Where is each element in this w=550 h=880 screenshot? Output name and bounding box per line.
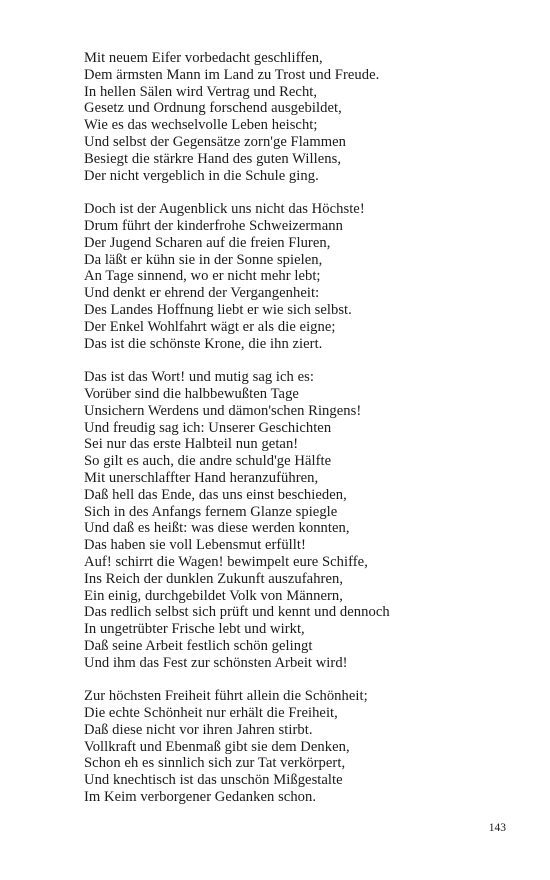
verse-line: Daß seine Arbeit festlich schön gelingt [84,637,313,654]
verse-line: Daß diese nicht vor ihren Jahren stirbt. [84,721,313,738]
verse-line: Mit neuem Eifer vorbedacht geschliffen, [84,50,323,66]
verse-line: Das redlich selbst sich prüft und kennt und dennoch [84,604,390,621]
verse-line: Vollkraft und Ebenmaß gibt sie dem Denken, [84,738,350,755]
verse-line: Schon eh es sinnlich sich zur Tat verkörpert, [84,755,346,772]
stanza [84,688,524,806]
verse-line: So gilt es auch, die andre schuld'ge Hälfte [84,453,332,470]
verse-line: Im Keim verborgener Gedanken schon. [84,789,317,806]
verse-line: Und freudig sag ich: Unserer Geschichten [84,419,332,436]
verse-line: An Tage sinnend, wo er nicht mehr lebt; [84,268,321,285]
poem-text [84,50,524,823]
stanza [84,201,524,352]
verse-line: Vorüber sind die halbbewußten Tage [84,385,299,402]
verse-line: Auf! schirrt die Wagen! bewimpelt eure Schiffe, [84,553,368,570]
page-number: 143 [488,822,506,834]
verse-line: Besiegt die stärkre Hand des guten Willens, [84,150,342,167]
verse-line: Mit unerschlaffter Hand heranzuführen, [84,469,319,486]
verse-line: Und knechtisch ist das unschön Mißgestalte [84,772,343,789]
verse-line: Der nicht vergeblich in die Schule ging. [84,167,319,184]
verse-line: Sei nur das erste Halbteil nun getan! [84,436,299,453]
verse-line: Wie es das wechselvolle Leben heischt; [84,117,318,134]
verse-line: Der Enkel Wohlfahrt wägt er als die eigne; [84,318,336,335]
verse-line: Das ist die schönste Krone, die ihn ziert. [84,335,323,352]
verse-line: Dem ärmsten Mann im Land zu Trost und Freude. [84,66,380,83]
verse-line: In hellen Sälen wird Vertrag und Recht, [84,83,318,100]
verse-line: Und selbst der Gegensätze zorn'ge Flammen [84,133,347,150]
verse-line: Und denkt er ehrend der Vergangenheit: [84,285,320,302]
verse-line: Doch ist der Augenblick uns nicht das Höchste! [84,201,365,218]
verse-line: Die echte Schönheit nur erhält die Freiheit, [84,705,338,722]
verse-line: In ungetrübter Frische lebt und wirkt, [84,621,305,638]
verse-line: Unsichern Werdens und dämon'schen Ringens! [84,402,362,419]
verse-line: Daß hell das Ende, das uns einst beschieden, [84,486,347,503]
verse-line: Und ihm das Fest zur schönsten Arbeit wird! [84,654,348,671]
verse-line: Gesetz und Ordnung forschend ausgebildet, [84,100,342,117]
stanza [84,50,524,184]
verse-line: Da läßt er kühn sie in der Sonne spielen, [84,251,323,268]
verse-line: Der Jugend Scharen auf die freien Fluren, [84,234,331,251]
verse-line: Und daß es heißt: was diese werden konnten, [84,520,350,537]
verse-line: Das haben sie voll Lebensmut erfüllt! [84,537,306,554]
verse-line: Ins Reich der dunklen Zukunft auszufahren, [84,570,344,587]
verse-line: Drum führt der kinderfrohe Schweizermann [84,217,343,234]
verse-line: Ein einig, durchgebildet Volk von Männern, [84,587,343,604]
verse-line: Zur höchsten Freiheit führt allein die Schönheit; [84,688,368,705]
verse-line: Das ist das Wort! und mutig sag ich es: [84,369,314,386]
stanza [84,369,524,671]
verse-line: Des Landes Hoffnung liebt er wie sich selbst. [84,301,352,318]
verse-line: Sich in des Anfangs fernem Glanze spiegle [84,503,338,520]
